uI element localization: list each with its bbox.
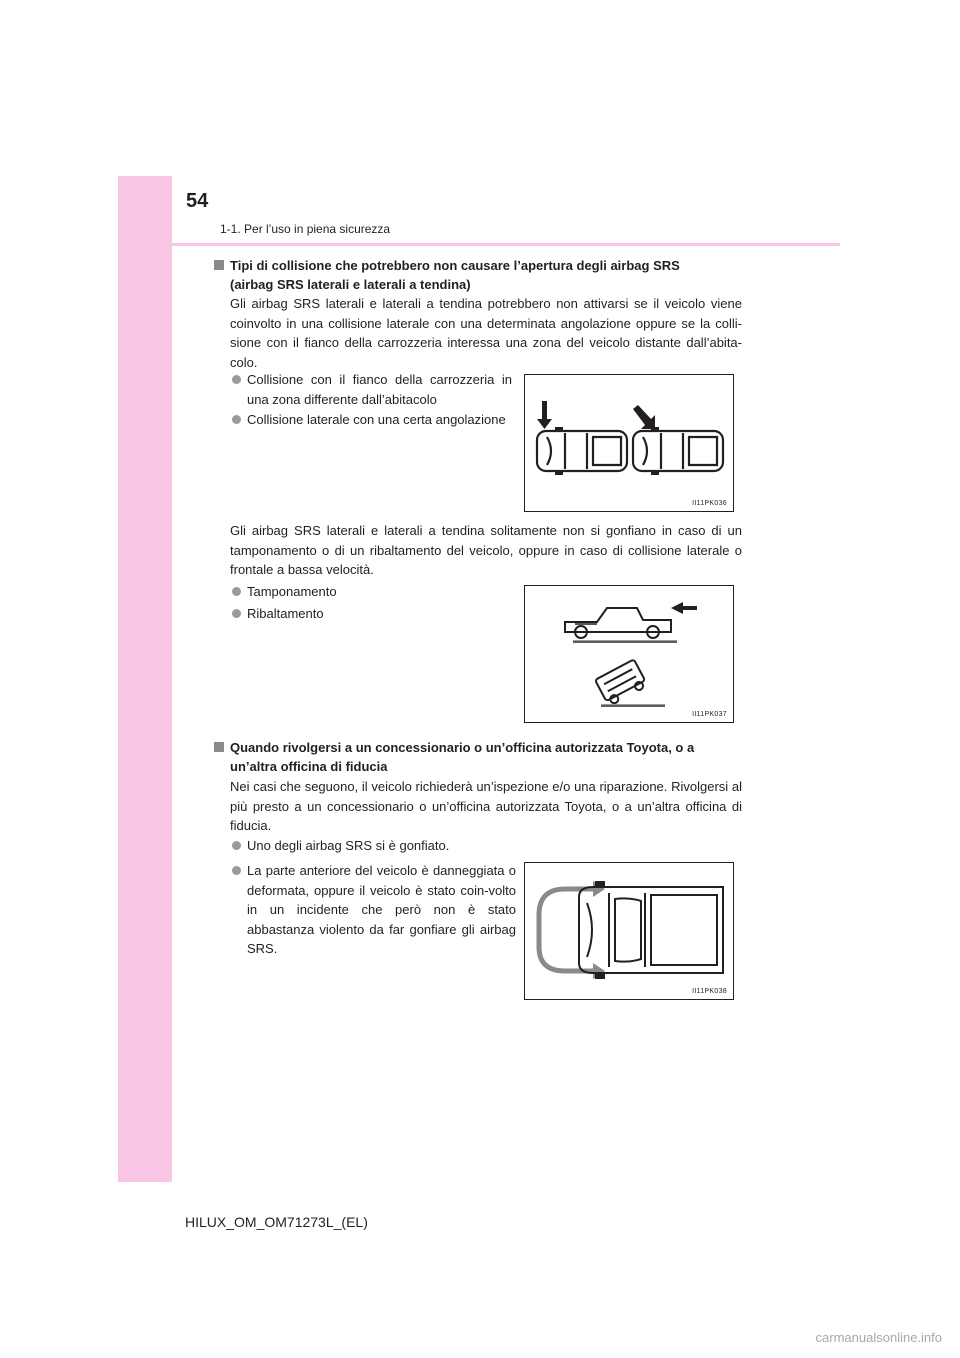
square-marker-icon xyxy=(214,742,224,752)
paragraph-inspection: Nei casi che seguono, il veicolo richiederà un’ispezione e/o una riparazione. Rivolgersi al più presto a un concessionario o un’officina autorizzata Toyota, o a un’altra officina di fiducia. xyxy=(230,779,742,833)
page-number: 54 xyxy=(186,190,209,212)
paragraph-side-airbags: Gli airbag SRS laterali e laterali a tendina potrebbero non attivarsi se il veicolo viene coinvolto in una collisione laterale con una determinata angolazione oppure se la colli-sione con il fianco della carrozzeria interessa una zona del veicolo distante dall’abita-colo. xyxy=(230,296,742,370)
front-damage-illustration xyxy=(525,863,733,999)
footer-doc-code: HILUX_OM_OM71273L_(EL) xyxy=(185,1214,368,1230)
bullet-item: Collisione con il fianco della carrozzeria in una zona differente dall’abitacolo xyxy=(232,370,512,409)
bullet-item: Ribaltamento xyxy=(232,604,324,624)
figure-code: II11PK036 xyxy=(692,500,727,507)
side-collision-illustration xyxy=(525,375,733,511)
figure-code: II11PK037 xyxy=(692,711,727,718)
watermark: carmanualsonline.info xyxy=(815,1330,942,1345)
figure-side-collision xyxy=(524,374,734,512)
heading-collision-types: Tipi di collisione che potrebbero non causare l’apertura degli airbag SRS (airbag SRS laterali e laterali a tendina) xyxy=(214,256,748,294)
rear-rollover-illustration xyxy=(525,586,733,722)
bullet-icon xyxy=(232,609,241,618)
bullet-item: Uno degli airbag SRS si è gonfiato. xyxy=(232,836,449,856)
heading-when-to-contact-dealer: Quando rivolgersi a un concessionario o un’officina autorizzata Toyota, o a un’altra officina di fiducia xyxy=(214,738,748,776)
section-title: 1-1. Per l’uso in piena sicurezza xyxy=(220,222,391,236)
figure-code: II11PK038 xyxy=(692,988,727,995)
figure-front-damage xyxy=(524,862,734,1000)
side-tab-bar xyxy=(118,176,172,1182)
square-marker-icon xyxy=(214,260,224,270)
bullet-icon xyxy=(232,866,241,875)
bullet-icon xyxy=(232,841,241,850)
figure-rear-rollover xyxy=(524,585,734,723)
paragraph-no-inflation: Gli airbag SRS laterali e laterali a tendina solitamente non si gonfiano in caso di un tamponamento o di un ribaltamento del veicolo, oppure in caso di collisione laterale o frontale a bassa velocità. xyxy=(230,523,742,577)
bullet-icon xyxy=(232,587,241,596)
bullet-icon xyxy=(232,415,241,424)
header-rule xyxy=(172,243,840,246)
bullet-icon xyxy=(232,375,241,384)
bullet-item: Tamponamento xyxy=(232,582,337,602)
bullet-item: Collisione laterale con una certa angolazione xyxy=(232,410,522,430)
bullet-item: La parte anteriore del veicolo è danneggiata o deformata, oppure il veicolo è stato coin-volto in un incidente che però non è stato abbastanza violento da far gonfiare gli airbag SRS. xyxy=(232,861,516,959)
